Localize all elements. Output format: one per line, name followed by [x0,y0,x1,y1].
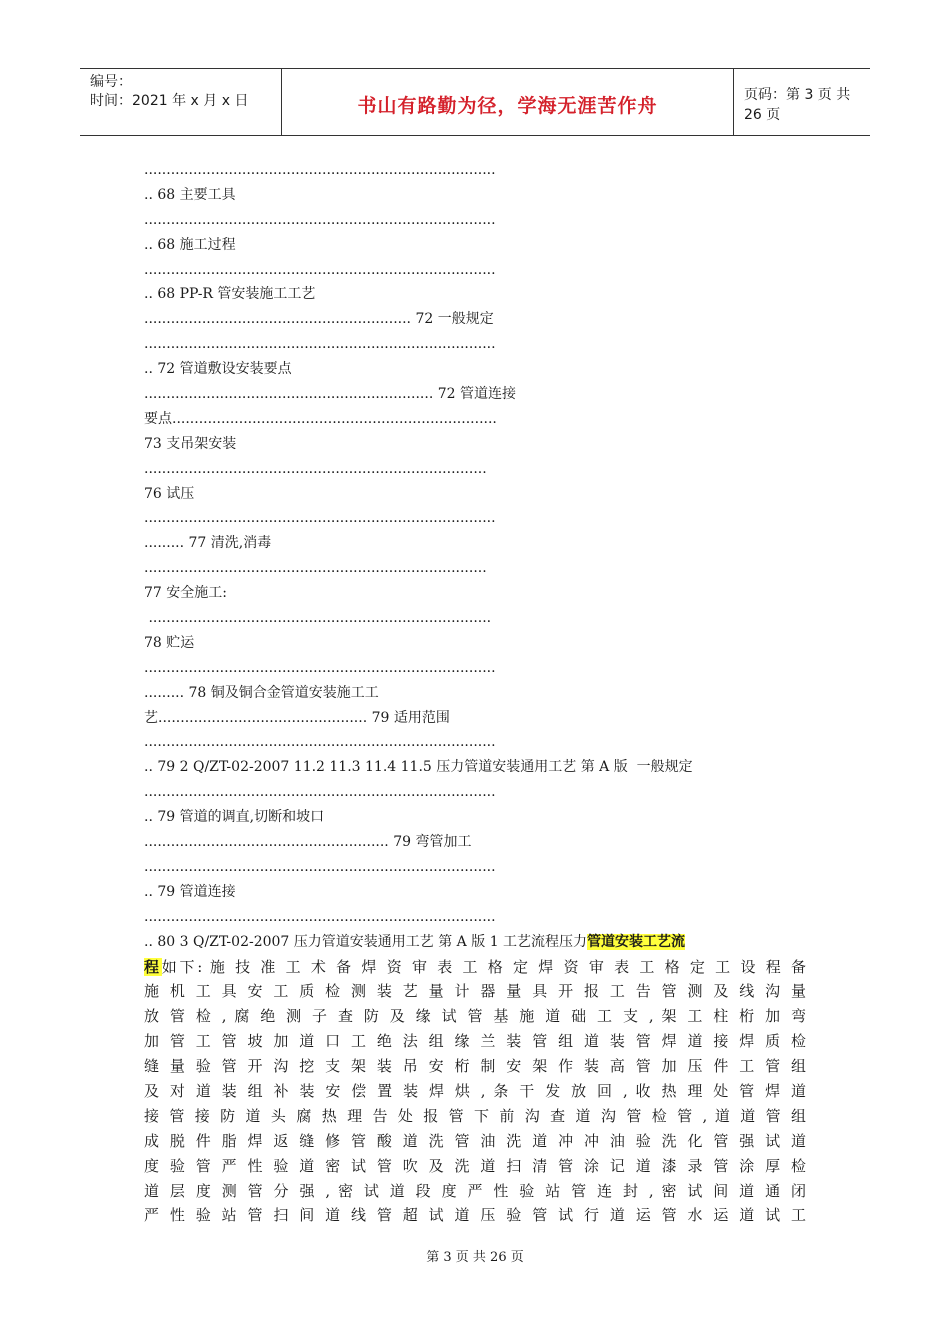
toc-line [144,382,806,407]
toc-line [144,407,806,432]
toc-line [144,631,806,656]
toc-line [144,805,806,830]
body-line [144,1079,806,1104]
toc-line-text: ............................................................................... [144,510,496,527]
toc-line [144,258,806,283]
toc-line-text: 78 贮运 [144,634,195,651]
toc-line-text: ............................................................................... [144,162,496,178]
toc-line [144,208,806,233]
toc-line-text: ............................................................ 72 一般规定 [144,311,494,328]
toc-line-text: ....................................................... 79 弯管加工 [144,834,472,851]
toc-line-text: ............................................................................... [144,784,496,801]
body-line [144,1054,806,1079]
body-line [144,1154,806,1179]
body-line [144,1029,806,1054]
toc-line-text: .. 68 施工过程 [144,236,236,253]
toc-line-text: 77 安全施工: [144,585,227,602]
toc-line-text: ............................................................................... [144,858,496,875]
toc-line-text: .. 79 2 Q/ZT-02-2007 11.2 11.3 11.4 11.5 压力管道安装通用工艺 第 A 版 一般规定 [144,759,693,776]
toc-line-text: 艺............................................... 79 适用范围 [144,709,450,726]
body-line [144,1104,806,1129]
toc-line-text: ............................................................................... [144,211,496,228]
body-line [144,955,806,980]
toc-line [144,158,806,183]
toc-line [144,282,806,307]
body-line-text: 接 管 接 防 道 头 腐 热 理 告 处 报 管 下 前 沟 查 道 沟 管 检 管 , 道 道 管 组 [144,1106,806,1125]
body-line-text: 成 脱 件 脂 焊 返 缝 修 管 酸 道 洗 管 油 洗 道 冲 冲 油 验 洗 化 管 强 试 道 [144,1131,806,1150]
toc-line [144,233,806,258]
toc-line-text: ............................................................................... [144,336,496,353]
document-body [144,158,806,1228]
highlighted-text: 程 [144,957,162,976]
toc-line [144,855,806,880]
body-line [144,1004,806,1029]
toc-line [144,755,806,780]
body-line-text: 如下: 施 技 准 工 术 备 焊 资 审 表 工 格 定 焊 资 审 表 工 格 定 工 设 程 备 [161,957,806,976]
body-line-text: 缝 量 验 管 开 沟 挖 支 架 装 吊 安 桁 制 安 架 作 装 高 管 加 压 件 工 管 组 [144,1057,806,1076]
toc-line [144,706,806,731]
body-line-text: 放 管 检 , 腐 绝 测 子 查 防 及 缘 试 管 基 施 道 础 工 支 , 架 工 柱 桁 加 弯 [144,1007,806,1026]
header-meta [80,69,282,135]
toc-line-text: .. 68 主要工具 [144,186,236,203]
body-line-text: 道 层 度 测 管 分 强 , 密 试 道 段 度 严 性 验 站 管 连 封 , 密 试 间 道 通 闭 [144,1181,806,1200]
toc-line [144,930,806,955]
toc-line [144,457,806,482]
toc-line-text: ............................................................................... [144,734,496,751]
body-line-text: 及 对 道 装 组 补 装 安 偿 置 装 焊 烘 , 条 干 发 放 回 , 收 热 理 处 管 焊 道 [144,1081,806,1100]
toc-line-text: .. 72 管道敷设安装要点 [144,361,292,378]
toc-line [144,307,806,332]
toc-line-text: ......... 78 铜及铜合金管道安装施工工 [144,684,379,701]
toc-line [144,730,806,755]
toc-line-text: .. 79 管道连接 [144,883,236,900]
page-info: 页码：第 3 页 共 26 页 [744,87,851,123]
toc-line [144,432,806,457]
toc-line [144,656,806,681]
toc-line-text: ............................................................................. [144,460,487,477]
number-label: 编号： [90,74,132,90]
toc-line [144,482,806,507]
header-page-info [734,69,870,135]
toc-line [144,606,806,631]
toc-line-text: ............................................................................... [144,908,496,925]
page-footer: 第 3 页 共 26 页 [426,1250,524,1265]
body-line [144,979,806,1004]
toc-line [144,556,806,581]
body-line [144,1129,806,1154]
body-line [144,1179,806,1204]
toc-line [144,880,806,905]
toc-line-text: .. 79 管道的调直,切断和坡口 [144,809,325,826]
body-line-text: 施 机 工 具 安 工 质 检 测 装 艺 量 计 器 量 具 开 报 工 告 管 测 及 线 沟 量 [144,982,806,1001]
highlighted-text: 管道安装工艺流 [587,933,686,950]
toc-line [144,681,806,706]
date-label: 时间：2021 年 x 月 x 日 [90,93,249,109]
toc-line [144,905,806,930]
toc-line-text: 76 试压 [144,485,195,502]
body-line [144,1203,806,1228]
toc-line [144,581,806,606]
toc-line [144,780,806,805]
body-line-text: 度 验 管 严 性 验 道 密 试 管 吹 及 洗 道 扫 清 管 涂 记 道 漆 录 管 涂 厚 检 [144,1156,806,1175]
toc-line [144,357,806,382]
toc-line [144,830,806,855]
toc-line [144,332,806,357]
motto: 书山有路勤为径，学海无涯苦作舟 [357,94,658,117]
toc-line-text: ................................................................. 72 管道连接 [144,386,516,403]
toc-line-text: ............................................................................... [144,659,496,676]
toc-line [144,183,806,208]
toc-line-text: 要点......................................................................... [144,410,497,427]
toc-line-text: .. 80 3 Q/ZT-02-2007 压力管道安装通用工艺 第 A 版 1 工艺流程压力 [144,933,588,950]
toc-line-text: .. 68 PP-R 管安装施工工艺 [144,286,316,303]
body-line-text: 加 管 工 管 坡 加 道 口 工 绝 法 组 缘 兰 装 管 组 道 装 管 焊 道 接 焊 质 检 [144,1032,806,1051]
toc-line [144,506,806,531]
toc-line-text: ............................................................................. [144,560,487,577]
toc-line-text: 73 支吊架安装 [144,435,237,452]
page-header [80,68,870,136]
toc-line [144,531,806,556]
toc-line-text: ............................................................................. [144,610,492,627]
header-motto-cell [282,69,734,135]
toc-line-text: ......... 77 清洗,消毒 [144,535,272,552]
body-line-text: 严 性 验 站 管 扫 间 道 线 管 超 试 道 压 验 管 试 行 道 运 管 水 运 道 试 工 [144,1206,806,1225]
toc-line-text: ............................................................................... [144,261,496,278]
